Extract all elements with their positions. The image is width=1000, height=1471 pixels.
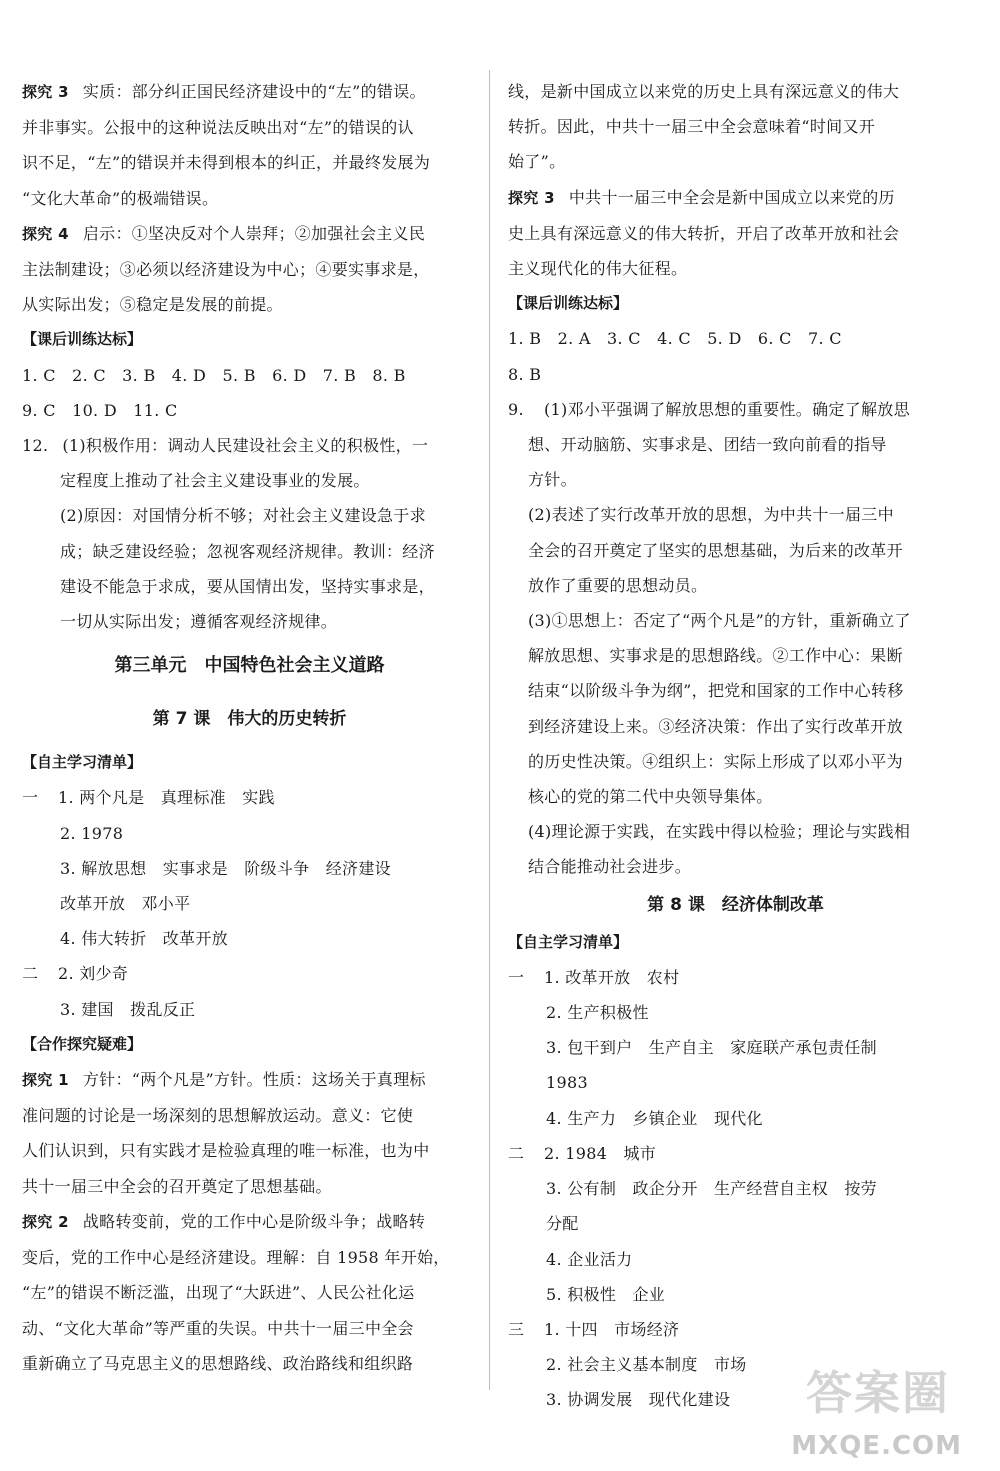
right-column <box>508 74 963 1418</box>
text-line: 始了”。 <box>508 152 566 172</box>
list-item: 4. 企业活力 <box>546 1249 633 1269</box>
text-line: 到经济建设上来。③经济决策：作出了实行改革开放 <box>528 716 903 736</box>
list-item: 4. 生产力 乡镇企业 现代化 <box>546 1108 763 1128</box>
text-line: 方针。 <box>528 470 577 490</box>
text-line: 并非事实。公报中的这种说法反映出对“左”的错误的认 <box>22 118 414 138</box>
list-item: 3. 协调发展 现代化建设 <box>546 1390 731 1410</box>
text-line: 一切从实际出发；遵循客观经济规律。 <box>60 612 338 632</box>
list-item: 一 1. 两个凡是 真理标准 实践 <box>22 788 275 808</box>
section-header: 【课后训练达标】 <box>508 294 629 313</box>
list-item: 3. 包干到户 生产自主 家庭联产承包责任制 <box>546 1038 877 1058</box>
answer-line: 9. C 10. D 11. C <box>22 400 178 420</box>
list-item: 分配 <box>546 1214 579 1234</box>
text-line: (3)①思想上：否定了“两个凡是”的方针，重新确立了 <box>528 611 911 631</box>
section-header: 【合作探究疑难】 <box>22 1034 143 1053</box>
column-divider <box>489 70 490 1390</box>
left-column <box>22 74 477 1381</box>
text-line: 的历史性决策。④组织上：实际上形成了以邓小平为 <box>528 751 903 771</box>
text-line: 探究 3 实质：部分纠正国民经济建设中的“左”的错误。 <box>22 82 426 101</box>
text-line: 想、开动脑筋、实事求是、团结一致向前看的指导 <box>528 435 887 455</box>
text-line: 建设不能急于求成，要从国情出发，坚持实事求是， <box>60 576 435 596</box>
list-item: 1983 <box>546 1073 588 1093</box>
answer-line: 8. B <box>508 364 542 384</box>
list-item: 一 1. 改革开放 农村 <box>508 967 680 987</box>
text-line: (4)理论源于实践，在实践中得以检验；理论与实践相 <box>528 822 911 842</box>
text-line: 动、“文化大革命”等严重的失误。中共十一届三中全会 <box>22 1318 414 1338</box>
text-line: 识不足，“左”的错误并未得到根本的纠正，并最终发展为 <box>22 153 431 173</box>
section-header: 【自主学习清单】 <box>508 932 629 951</box>
lesson-title: 第 7 课 伟大的历史转折 <box>152 709 347 730</box>
section-header: 【课后训练达标】 <box>22 330 143 349</box>
unit-title: 第三单元 中国特色社会主义道路 <box>114 655 385 677</box>
list-item: 4. 伟大转折 改革开放 <box>60 929 228 949</box>
text-line: 史上具有深远意义的伟大转折，开启了改革开放和社会 <box>508 223 900 243</box>
answer-line: 1. C 2. C 3. B 4. D 5. B 6. D 7. B 8. B <box>22 365 406 385</box>
text-line: 12. (1)积极作用：调动人民建设社会主义的积极性，一 <box>22 436 429 456</box>
list-item: 二 2. 1984 城市 <box>508 1143 657 1163</box>
text-line: 转折。因此，中共十一届三中全会意味着“时间又开 <box>508 117 876 137</box>
watermark-logo: 答案圈 <box>806 1366 950 1420</box>
text-line: 定程度上推动了社会主义建设事业的发展。 <box>60 471 370 491</box>
list-item: 三 1. 十四 市场经济 <box>508 1319 680 1339</box>
list-item: 2. 社会主义基本制度 市场 <box>546 1355 747 1375</box>
text-line: “文化大革命”的极端错误。 <box>22 188 219 208</box>
answer-line: 1. B 2. A 3. C 4. C 5. D 6. C 7. C <box>508 329 842 349</box>
text-line: 主义现代化的伟大征程。 <box>508 259 688 279</box>
text-line: 探究 1 方针：“两个凡是”方针。性质：这场关于真理标 <box>22 1070 426 1090</box>
list-item: 5. 积极性 企业 <box>546 1284 666 1304</box>
text-line: 变后，党的工作中心是经济建设。理解：自 1958 年开始， <box>22 1248 450 1268</box>
text-line: 探究 4 启示：①坚决反对个人崇拜；②加强社会主义民 <box>22 223 426 243</box>
list-item: 3. 解放思想 实事求是 阶级斗争 经济建设 <box>60 858 391 878</box>
list-item: 3. 建国 拨乱反正 <box>60 999 196 1019</box>
text-line: 解放思想、实事求是的思想路线。②工作中心：果断 <box>528 646 903 666</box>
text-line: 重新确立了马克思主义的思想路线、政治路线和组织路 <box>22 1353 414 1373</box>
watermark-url: MXQE.COM <box>791 1431 962 1461</box>
list-item: 3. 公有制 政企分开 生产经营自主权 按劳 <box>546 1179 877 1199</box>
text-line: (2)原因：对国情分析不够；对社会主义建设急于求 <box>60 506 426 526</box>
text-line: 9. (1)邓小平强调了解放思想的重要性。确定了解放思 <box>508 399 910 419</box>
list-item: 2. 1978 <box>60 823 124 843</box>
text-line: 探究 3 中共十一届三中全会是新中国成立以来党的历 <box>508 187 895 207</box>
text-line: 结合能推动社会进步。 <box>528 857 692 877</box>
list-item: 改革开放 邓小平 <box>60 894 191 914</box>
text-line: (2)表述了实行改革开放的思想，为中共十一届三中 <box>528 505 894 525</box>
list-item: 二 2. 刘少奇 <box>22 964 129 984</box>
text-line: 主法制建设；③必须以经济建设为中心；④要实事求是， <box>22 260 430 280</box>
text-line: 放作了重要的思想动员。 <box>528 575 708 595</box>
section-header: 【自主学习清单】 <box>22 753 143 772</box>
text-line: 成；缺乏建设经验；忽视客观经济规律。教训：经济 <box>60 541 435 561</box>
text-line: 从实际出发；⑤稳定是发展的前提。 <box>22 295 283 315</box>
text-line: 全会的召开奠定了坚实的思想基础，为后来的改革开 <box>528 540 903 560</box>
lesson-title: 第 8 课 经济体制改革 <box>647 894 824 915</box>
text-line: 共十一届三中全会的召开奠定了思想基础。 <box>22 1176 332 1196</box>
text-line: 人们认识到，只有实践才是检验真理的唯一标准，也为中 <box>22 1141 430 1161</box>
text-line: 核心的党的第二代中央领导集体。 <box>528 787 773 807</box>
text-line: “左”的错误不断泛滥，出现了“大跃进”、人民公社化运 <box>22 1283 415 1303</box>
text-line: 探究 2 战略转变前，党的工作中心是阶级斗争；战略转 <box>22 1211 426 1231</box>
text-line: 结束“以阶级斗争为纲”，把党和国家的工作中心转移 <box>528 681 904 701</box>
text-line: 线，是新中国成立以来党的历史上具有深远意义的伟大 <box>508 82 900 101</box>
list-item: 2. 生产积极性 <box>546 1003 649 1023</box>
text-line: 准问题的讨论是一场深刻的思想解放运动。意义：它使 <box>22 1106 414 1126</box>
